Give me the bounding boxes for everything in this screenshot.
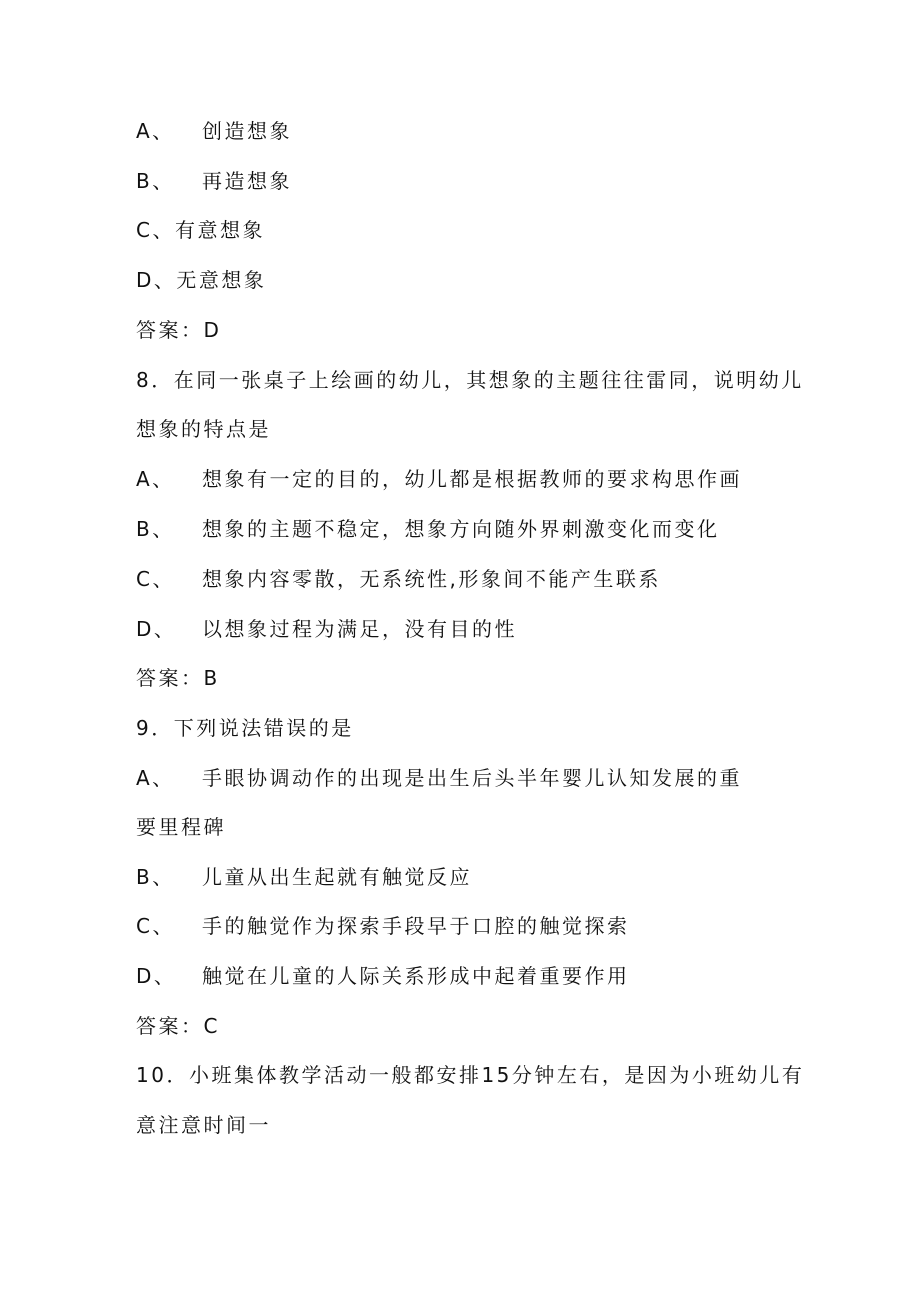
question-10-continued: 意注意时间一 bbox=[136, 1113, 271, 1137]
option-c bbox=[136, 566, 661, 592]
option-a bbox=[136, 765, 742, 791]
option-a bbox=[136, 466, 742, 492]
option-text: 手的触觉作为探索手段早于口腔的触觉探索 bbox=[202, 914, 630, 938]
option-text: 有意想象 bbox=[174, 218, 265, 242]
question-8: 8．在同一张桌子上绘画的幼儿，其想象的主题往往雷同，说明幼儿 bbox=[136, 368, 804, 392]
option-text: 无意想象 bbox=[176, 268, 267, 292]
option-b bbox=[136, 168, 292, 194]
option-text: 触觉在儿童的人际关系形成中起着重要作用 bbox=[202, 964, 630, 988]
option-a bbox=[136, 118, 292, 144]
option-text: 再造想象 bbox=[202, 169, 292, 193]
option-b bbox=[136, 864, 472, 890]
option-c bbox=[136, 913, 630, 939]
option-text: 想象的主题不稳定，想象方向随外界刺激变化而变化 bbox=[202, 517, 720, 541]
option-label: C、 bbox=[136, 567, 175, 591]
option-label: D、 bbox=[136, 268, 177, 292]
option-text: 手眼协调动作的出现是出生后头半年婴儿认知发展的重 bbox=[202, 766, 742, 790]
option-label: B、 bbox=[136, 517, 175, 541]
option-label: A、 bbox=[136, 467, 175, 491]
question-10: 10．小班集体教学活动一般都安排15分钟左右，是因为小班幼儿有 bbox=[136, 1063, 805, 1087]
option-label: B、 bbox=[136, 865, 175, 889]
option-d bbox=[136, 616, 517, 642]
option-label: C、 bbox=[136, 914, 175, 938]
option-d bbox=[136, 267, 266, 293]
option-b bbox=[136, 516, 720, 542]
option-text: 想象内容零散，无系统性,形象间不能产生联系 bbox=[202, 567, 661, 591]
option-a-continued: 要里程碑 bbox=[136, 815, 226, 839]
option-label: D、 bbox=[136, 617, 177, 641]
answer-line: 答案：C bbox=[136, 1014, 220, 1038]
option-d bbox=[136, 963, 630, 989]
option-text: 创造想象 bbox=[202, 119, 292, 143]
answer-line: 答案：D bbox=[136, 318, 222, 342]
option-label: D、 bbox=[136, 964, 177, 988]
option-label: C、 bbox=[136, 218, 175, 242]
option-text: 儿童从出生起就有触觉反应 bbox=[202, 865, 472, 889]
option-label: A、 bbox=[136, 766, 175, 790]
option-text: 想象有一定的目的，幼儿都是根据教师的要求构思作画 bbox=[202, 467, 742, 491]
option-label: A、 bbox=[136, 119, 175, 143]
question-9: 9．下列说法错误的是 bbox=[136, 716, 354, 740]
option-label: B、 bbox=[136, 169, 175, 193]
answer-line: 答案：B bbox=[136, 666, 220, 690]
option-text: 以想象过程为满足，没有目的性 bbox=[202, 617, 517, 641]
option-c bbox=[136, 217, 265, 243]
question-8-continued: 想象的特点是 bbox=[136, 417, 271, 441]
